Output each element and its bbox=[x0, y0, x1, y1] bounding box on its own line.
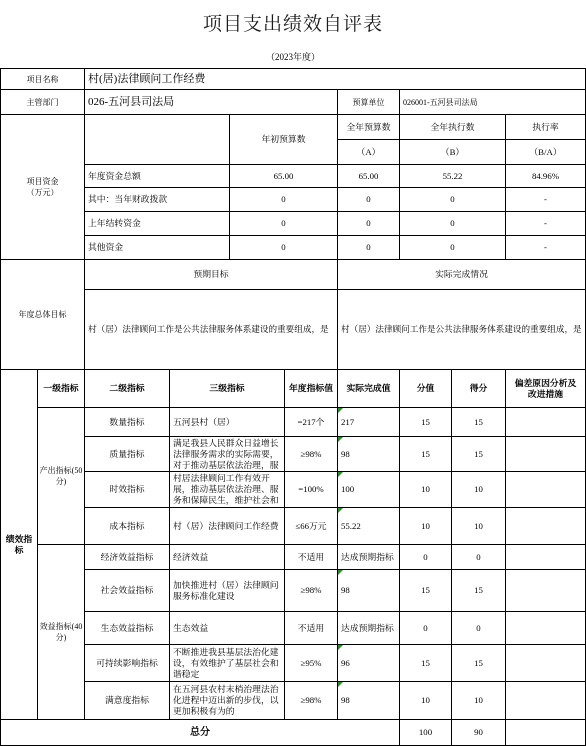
funds-rate-value: - bbox=[506, 236, 586, 260]
indicator-score-max: 10 bbox=[400, 508, 452, 545]
report-year: （2023年度） bbox=[265, 52, 320, 62]
funds-executed-value: 0 bbox=[400, 212, 506, 236]
indicator-actual: 98 bbox=[338, 682, 400, 720]
indicator-deviation bbox=[506, 682, 586, 720]
indicator-deviation bbox=[506, 437, 586, 472]
funds-initial-value: 0 bbox=[230, 212, 338, 236]
header-level3: 三级指标 bbox=[170, 370, 285, 408]
total-score: 90 bbox=[452, 720, 506, 746]
indicator-actual: 98 bbox=[338, 437, 400, 472]
header-annual-budget: 全年预算数 bbox=[338, 115, 400, 140]
goals-expected-header: 预期目标 bbox=[85, 260, 338, 290]
indicator-score-max: 0 bbox=[400, 612, 452, 645]
indicator-level2: 时效指标 bbox=[85, 472, 170, 508]
indicator-score-max: 0 bbox=[400, 545, 452, 570]
indicator-deviation bbox=[506, 472, 586, 508]
indicator-level2: 可持续影响指标 bbox=[85, 645, 170, 682]
indicator-score-max: 10 bbox=[400, 472, 452, 508]
header-annual-executed-code: （B） bbox=[400, 140, 506, 165]
indicator-actual: 55.22 bbox=[338, 508, 400, 545]
indicator-level3: 村居法律顾问工作有效开展，推动基层依法治理、服务和保障民生，维护社会和 bbox=[170, 472, 285, 508]
indicator-score: 0 bbox=[452, 545, 506, 570]
funds-rate-value: - bbox=[506, 188, 586, 212]
header-initial-budget: 年初预算数 bbox=[230, 115, 338, 165]
funds-annual-value: 0 bbox=[338, 188, 400, 212]
indicator-level3: 经济效益 bbox=[170, 545, 285, 570]
funds-row-label: 其他资金 bbox=[85, 236, 230, 260]
indicator-target: =100% bbox=[285, 472, 338, 508]
indicator-level2: 数量指标 bbox=[85, 408, 170, 437]
header-deviation: 偏差原因分析及改进措施 bbox=[506, 370, 586, 408]
funds-executed-value: 0 bbox=[400, 188, 506, 212]
header-actual: 实际完成值 bbox=[338, 370, 400, 408]
indicator-actual: 98 bbox=[338, 570, 400, 612]
indicator-level2: 成本指标 bbox=[85, 508, 170, 545]
funds-initial-value: 0 bbox=[230, 188, 338, 212]
indicator-level2: 经济效益指标 bbox=[85, 545, 170, 570]
indicator-score: 10 bbox=[452, 508, 506, 545]
total-label: 总分 bbox=[0, 720, 400, 746]
budget-unit-label: 预算单位 bbox=[338, 90, 400, 115]
header-target: 年度指标值 bbox=[285, 370, 338, 408]
indicator-deviation bbox=[506, 508, 586, 545]
indicator-score: 10 bbox=[452, 472, 506, 508]
funds-executed-value: 0 bbox=[400, 236, 506, 260]
header-execution-rate: 执行率 bbox=[506, 115, 586, 140]
indicator-target: ≥95% bbox=[285, 645, 338, 682]
funds-header-blank bbox=[85, 115, 230, 165]
funds-rate-value: - bbox=[506, 212, 586, 236]
indicator-level2: 社会效益指标 bbox=[85, 570, 170, 612]
indicator-target: ≤66万元 bbox=[285, 508, 338, 545]
indicator-score-max: 15 bbox=[400, 645, 452, 682]
funds-unit-text: （万元） bbox=[26, 188, 59, 197]
funds-annual-value: 0 bbox=[338, 212, 400, 236]
header-score-max: 分值 bbox=[400, 370, 452, 408]
indicator-target: 不适用 bbox=[285, 612, 338, 645]
indicator-score-max: 15 bbox=[400, 408, 452, 437]
indicator-deviation bbox=[506, 408, 586, 437]
header-annual-executed: 全年执行数 bbox=[400, 115, 506, 140]
indicator-level2: 质量指标 bbox=[85, 437, 170, 472]
funds-label bbox=[0, 115, 85, 260]
indicator-level2: 生态效益指标 bbox=[85, 612, 170, 645]
indicators-label: 绩效指标 bbox=[0, 370, 38, 720]
goals-actual-header: 实际完成情况 bbox=[338, 260, 586, 290]
group-output: 产出指标(50分) bbox=[38, 408, 85, 545]
funds-rate-value: 84.96% bbox=[506, 165, 586, 188]
department-value: 026-五河县司法局 bbox=[85, 90, 338, 115]
indicator-level3: 生态效益 bbox=[170, 612, 285, 645]
indicator-target: =217个 bbox=[285, 408, 338, 437]
indicator-target: ≥98% bbox=[285, 570, 338, 612]
indicator-score-max: 15 bbox=[400, 437, 452, 472]
indicator-score-max: 15 bbox=[400, 570, 452, 612]
indicator-score: 0 bbox=[452, 612, 506, 645]
indicator-actual: 96 bbox=[338, 645, 400, 682]
project-name-value: 村(居)法律顾问工作经费 bbox=[85, 68, 586, 90]
header-level1: 一级指标 bbox=[38, 370, 85, 408]
funds-row-label: 上年结转资金 bbox=[85, 212, 230, 236]
indicator-level2: 满意度指标 bbox=[85, 682, 170, 720]
indicator-target: 不适用 bbox=[285, 545, 338, 570]
indicator-deviation bbox=[506, 645, 586, 682]
indicator-score: 15 bbox=[452, 570, 506, 612]
goals-actual-text: 村（居）法律顾问工作是公共法律服务体系建设的重要组成，是 bbox=[338, 290, 586, 370]
funds-label-text: 项目资金 bbox=[26, 177, 59, 186]
indicator-score: 15 bbox=[452, 437, 506, 472]
funds-row-label: 其中：当年财政拨款 bbox=[85, 188, 230, 212]
header-annual-budget-code: （A） bbox=[338, 140, 400, 165]
indicator-score: 15 bbox=[452, 408, 506, 437]
funds-executed-value: 55.22 bbox=[400, 165, 506, 188]
budget-unit-value: 026001-五河县司法局 bbox=[400, 90, 586, 115]
goals-expected-text: 村（居）法律顾问工作是公共法律服务体系建设的重要组成，是 bbox=[85, 290, 338, 370]
indicator-score: 10 bbox=[452, 682, 506, 720]
indicator-level3: 在五河县农村末梢治理法治化进程中迈出新的步伐，以更加积极有为的 bbox=[170, 682, 285, 720]
indicator-score: 15 bbox=[452, 645, 506, 682]
indicator-actual: 217 bbox=[338, 408, 400, 437]
indicator-level3: 五河县村（居） bbox=[170, 408, 285, 437]
indicator-actual: 达成预期指标 bbox=[338, 545, 400, 570]
indicator-deviation bbox=[506, 570, 586, 612]
indicator-actual: 100 bbox=[338, 472, 400, 508]
goals-label: 年度总体目标 bbox=[0, 260, 85, 370]
indicator-level3: 村（居）法律顾问工作经费 bbox=[170, 508, 285, 545]
indicator-target: ≥98% bbox=[285, 682, 338, 720]
indicator-target: ≥98% bbox=[285, 437, 338, 472]
indicator-deviation bbox=[506, 545, 586, 570]
indicator-level3: 加快推进村（居）法律顾问服务标准化建设 bbox=[170, 570, 285, 612]
funds-annual-value: 65.00 bbox=[338, 165, 400, 188]
project-name-label: 项目名称 bbox=[0, 68, 85, 90]
indicator-deviation bbox=[506, 612, 586, 645]
funds-initial-value: 0 bbox=[230, 236, 338, 260]
indicator-actual: 达成预期指标 bbox=[338, 612, 400, 645]
funds-annual-value: 0 bbox=[338, 236, 400, 260]
page-title: 项目支出绩效自评表 bbox=[202, 14, 383, 35]
indicator-score-max: 10 bbox=[400, 682, 452, 720]
header-level2: 二级指标 bbox=[85, 370, 170, 408]
header-score: 得分 bbox=[452, 370, 506, 408]
total-score-max: 100 bbox=[400, 720, 452, 746]
department-label: 主管部门 bbox=[0, 90, 85, 115]
funds-row-label: 年度资金总额 bbox=[85, 165, 230, 188]
funds-initial-value: 65.00 bbox=[230, 165, 338, 188]
group-benefit: 效益指标(40分) bbox=[38, 545, 85, 720]
indicator-level3: 满足我县人民群众日益增长法律服务需求的实际需要，对于推动基层依法治理，服 bbox=[170, 437, 285, 472]
header-execution-rate-code: （B/A） bbox=[506, 140, 586, 165]
total-deviation bbox=[506, 720, 586, 746]
indicator-level3: 不断推进我县基层法治化建设，有效维护了基层社会和谐稳定 bbox=[170, 645, 285, 682]
